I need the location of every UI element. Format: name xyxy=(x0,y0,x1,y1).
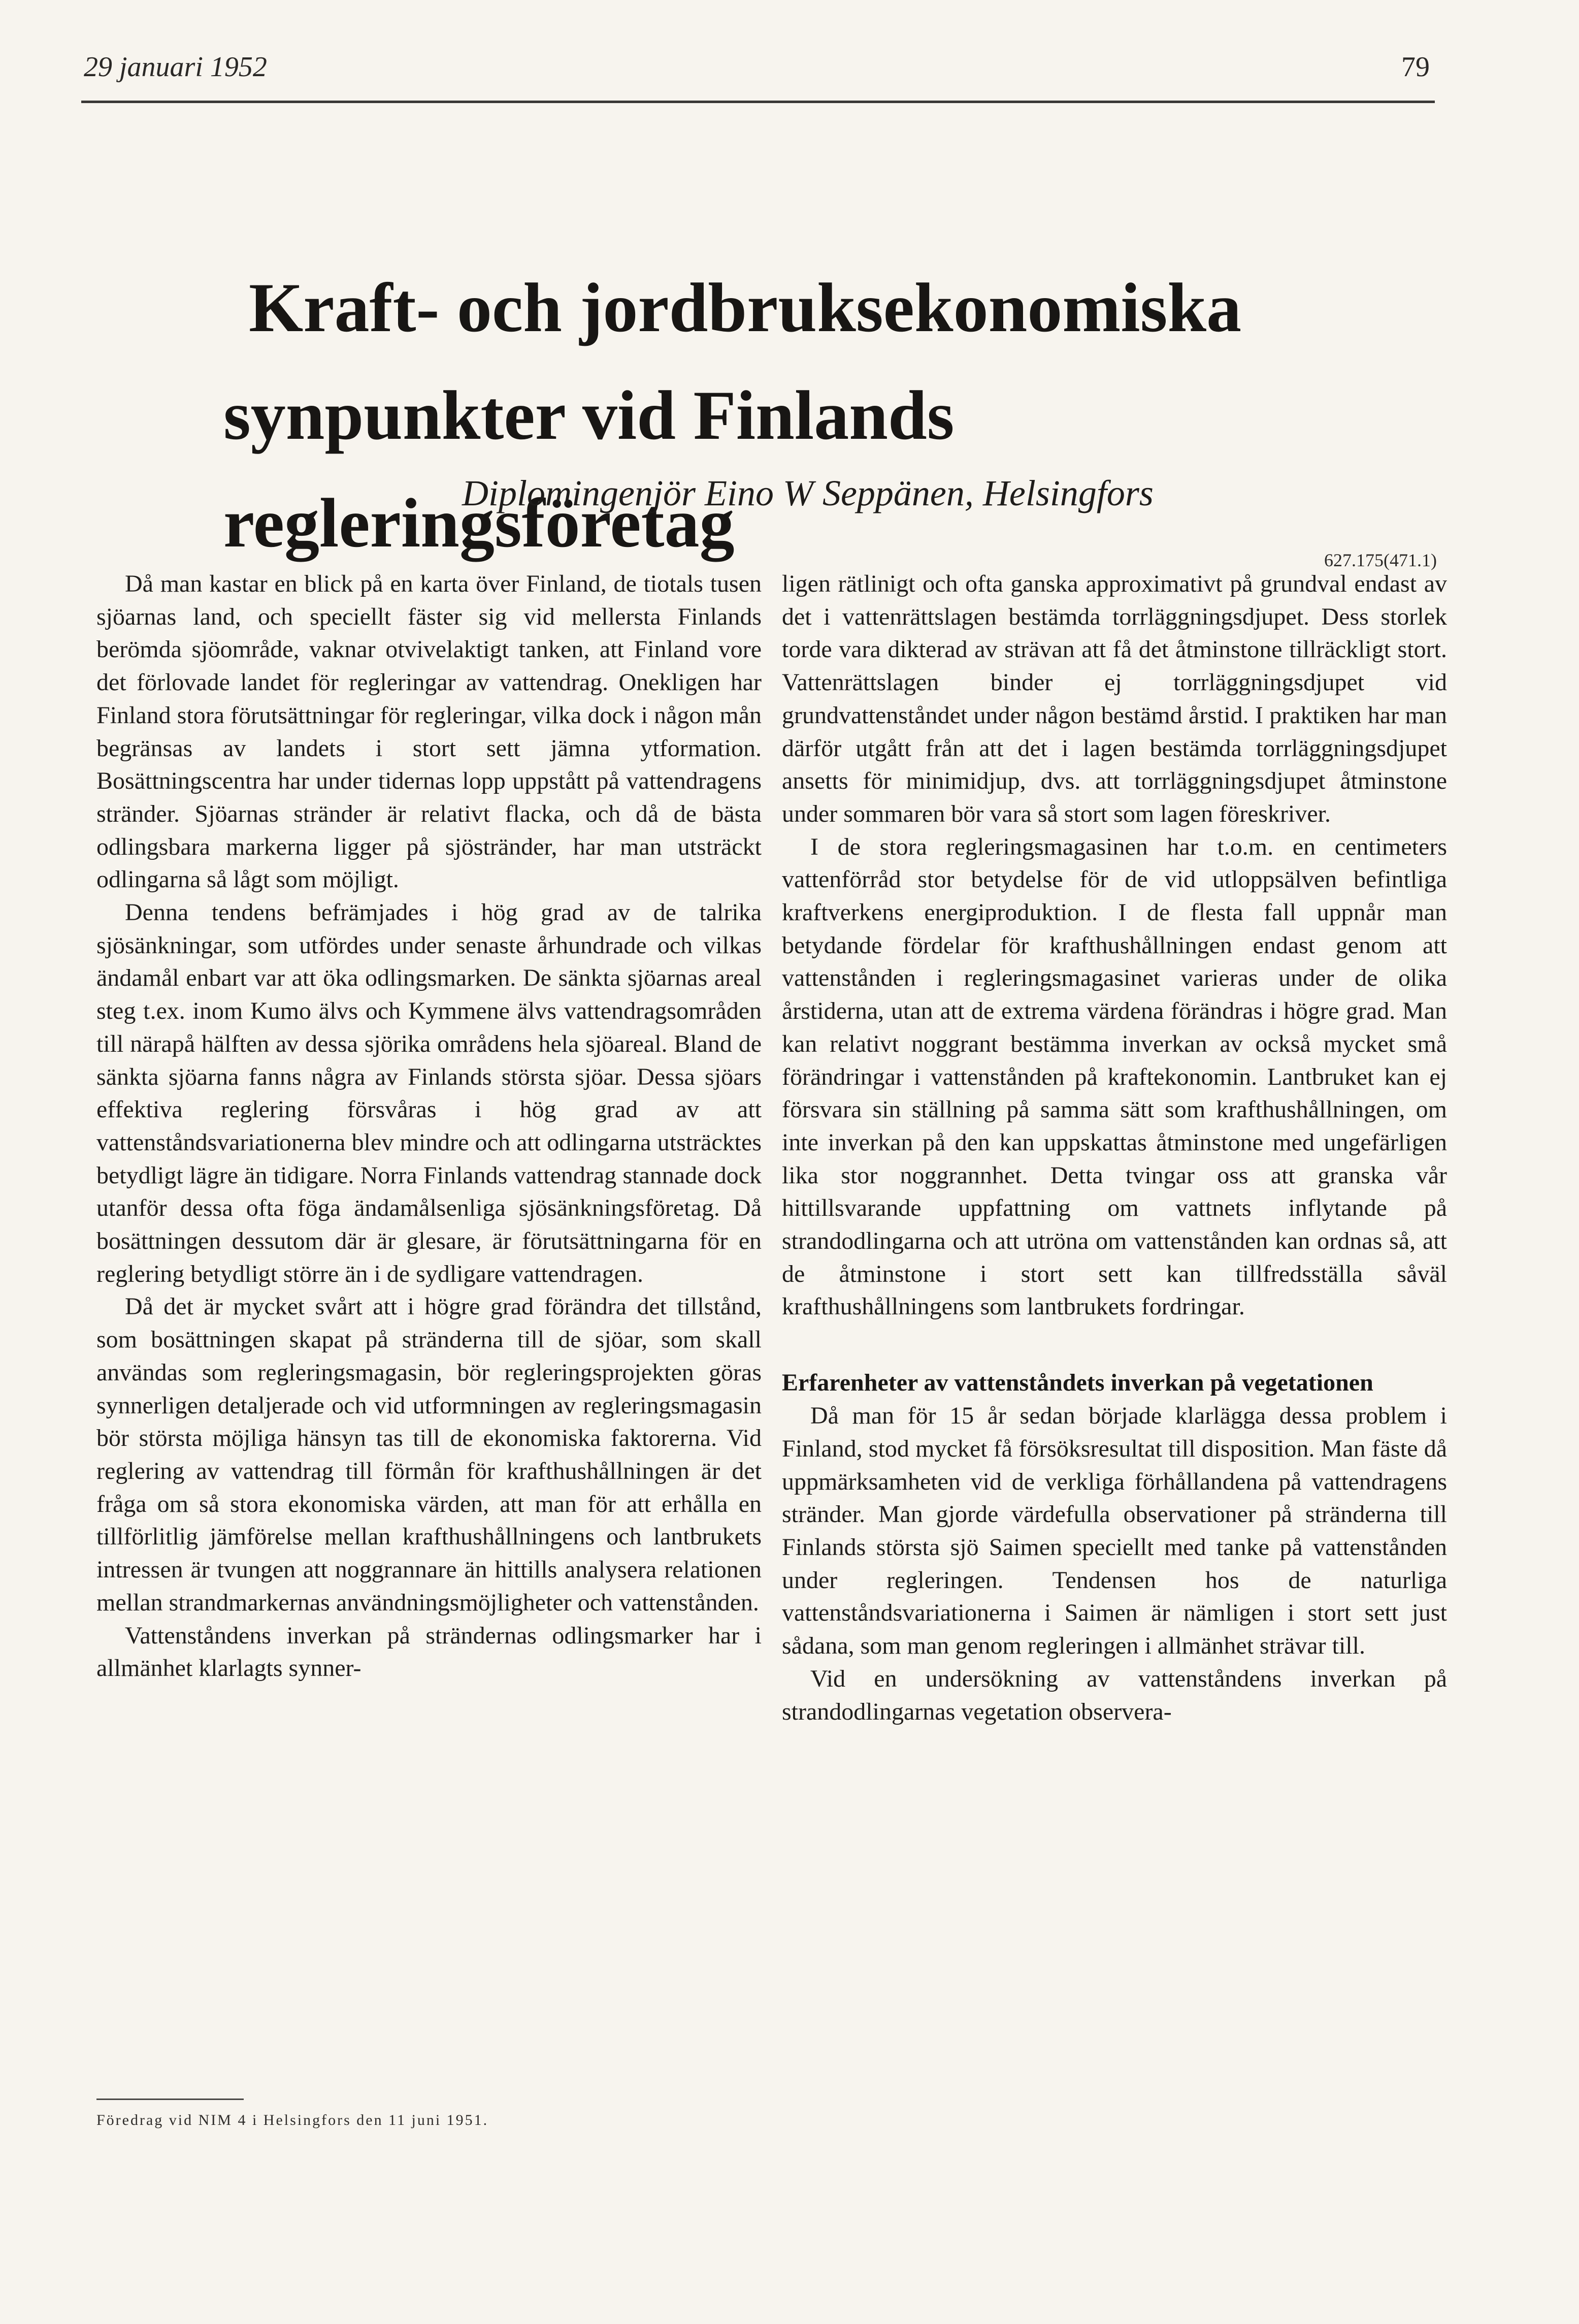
footnote: Föredrag vid NIM 4 i Helsingfors den 11 juni 1951. xyxy=(96,2112,489,2128)
right-column xyxy=(782,568,1447,1728)
header-divider xyxy=(81,101,1435,103)
paragraph: Då man kastar en blick på en karta över Finland, de tiotals tusen sjöarnas land, och speciellt fäster sig vid mellersta Finlands berömda sjöområde, vaknar otvivelaktigt tanken, att Finland vore det förlovade landet för regleringar av vattendrag. Onekligen har Finland stora förutsättningar för regleringar, vilka dock i någon mån begränsas av landets i stort sett jämna ytformation. Bosättningscentra har under tidernas lopp uppstått på vattendragens stränder. Sjöarnas stränder är relativt flacka, och då de bästa odlingsbara markerna ligger på sjöstränder, har man utsträckt odlingarna så lågt som möjligt. xyxy=(96,570,762,893)
footnote-divider xyxy=(96,2099,244,2100)
paragraph: ligen rätlinigt och ofta ganska approximativt på grundval endast av det i vattenrättslagen bestämda torrläggningsdjupet. Dess storlek torde vara dikterad av strävan att få det åtminstone tillräckligt stort. Vattenrättslagen binder ej torrläggningsdjupet vid grundvattenståndet under någon bestämd årstid. I praktiken har man därför utgått från att det i lagen bestämda torrläggningsdjupet ansetts för minimidjup, dvs. att torrläggningsdjupet åtminstone under sommaren bör vara så stort som lagen föreskriver. xyxy=(782,570,1447,827)
section-heading: Erfarenheter av vattenståndets inverkan på vegetationen xyxy=(782,1369,1373,1397)
udc-classification: 627.175(471.1) xyxy=(1324,550,1437,570)
article-title xyxy=(223,254,1462,577)
paragraph: Vid en undersökning av vattenståndens inverkan på strandodlingarnas vegetation observera- xyxy=(782,1665,1447,1725)
paragraph: Denna tendens befrämjades i hög grad av de talrika sjösänkningar, som utfördes under senaste århundrade och vilkas ändamål enbart var att öka odlingsmarken. De sänkta sjöarnas areal steg t.ex. inom Kumo älvs och Kymmene älvs vattendragsområden till närapå hälften av dessa sjörika områdens hela sjöareal. Bland de sänkta sjöarna fanns några av Finlands största sjöar. Dessa sjöars effektiva reglering försvåras i hög grad av att vattenståndsvariationerna blev mindre och att odlingarna utsträcktes betydligt lägre än tidigare. Norra Finlands vattendrag stannade dock utanför dessa ofta föga ändamålsenliga sjösänkningsföretag. Då bosättningen dessutom där är glesare, är förutsättningarna för en reglering betydligt större än i de sydligare vattendragen. xyxy=(96,899,762,1287)
page-date: 29 januari 1952 xyxy=(84,51,267,83)
author-byline: Diplomingenjör Eino W Seppänen, Helsingfors xyxy=(462,473,1154,513)
paragraph: I de stora regleringsmagasinen har t.o.m. en centimeters vattenförråd stor betydelse för de vid utloppsälven befintliga kraftverkens energiproduktion. I de flesta fall uppnår man betydande fördelar för krafthushållningen endast genom att vattenstånden i regleringsmagasinet varieras under de olika årstiderna, utan att de extrema värdena förändras i högre grad. Man kan relativt noggrant bestämma inverkan av också mycket små förändringar i vattenstånden på kraftekonomin. Lantbruket kan ej försvara sin ställning på samma sätt som krafthushållningen, om inte inverkan på den kan uppskattas åtminstone med ungefärligen lika stor noggrannhet. Detta tvingar oss att granska vår hittillsvarande uppfattning om vattnets inflytande på strandodlingarna och att utröna om vattenstånden kan ordnas så, att de åtminstone i stort sett kan tillfredsställa såväl krafthushållningens som lantbrukets fordringar. xyxy=(782,833,1447,1320)
title-line-1: Kraft- och jordbruksekonomiska xyxy=(249,269,1242,346)
paragraph: Vattenståndens inverkan på strändernas odlingsmarker har i allmänhet klarlagts synner- xyxy=(96,1622,762,1682)
page-number: 79 xyxy=(1401,51,1430,83)
paragraph: Då man för 15 år sedan började klarlägga dessa problem i Finland, stod mycket få försöksresultat till disposition. Man fäste då uppmärksamheten vid de verkliga förhållandena på vattendragens stränder. Man gjorde värdefulla observationer på stränderna till Finlands största sjö Saimen speciellt med tanke på vattenstånden under regleringen. Tendensen hos de naturliga vattenståndsvariationerna i Saimen är nämligen i stort sett just sådana, som man genom regleringen i allmänhet strävar till. xyxy=(782,1402,1447,1660)
left-column xyxy=(96,568,762,1685)
paragraph: Då det är mycket svårt att i högre grad förändra det tillstånd, som bosättningen skapat på stränderna till de sjöar, som skall användas som regleringsmagasin, bör regleringsprojekten göras synnerligen detaljerade och vid utformningen av regleringsmagasin bör största möjliga hänsyn tas till de ekonomiska faktorerna. Vid reglering av vattendrag till förmån för krafthushållningen är det fråga om så stora ekonomiska värden, att man för att erhålla en tillförlitlig jämförelse mellan krafthushållningens och lantbrukets intressen är tvungen att noggrannare än hittills analysera relationen mellan strandmarkernas användningsmöjligheter och vattenstånden. xyxy=(96,1293,762,1616)
title-line-2: synpunkter vid Finlands regleringsföretag xyxy=(223,376,955,562)
